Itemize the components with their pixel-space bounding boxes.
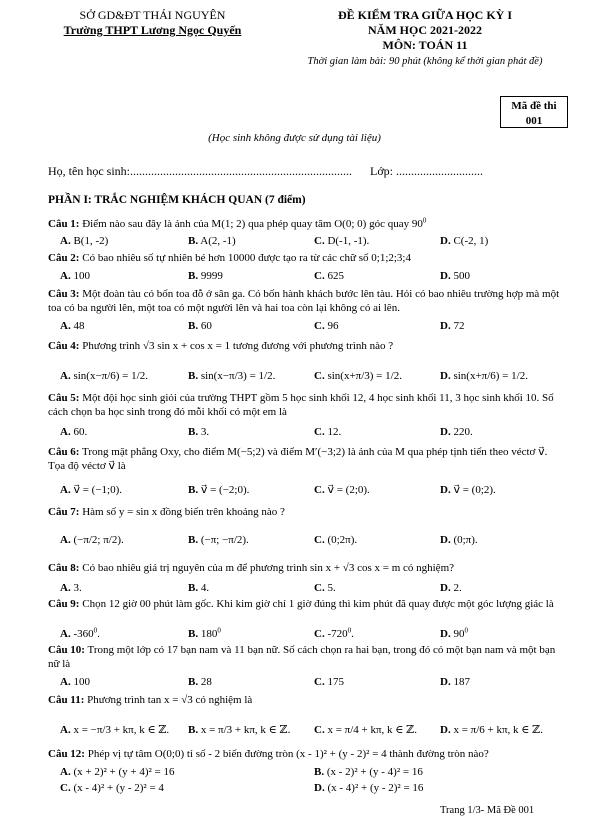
option-a[interactable]: A. (x + 2)² + (y + 4)² = 16 xyxy=(60,766,175,778)
option-b[interactable]: B. (x - 2)² + (y - 4)² = 16 xyxy=(314,766,423,778)
options-7 xyxy=(48,534,568,548)
department-name: SỞ GD&ĐT THÁI NGUYÊN xyxy=(79,8,226,22)
question-3: Câu 3: Một đoàn tàu có bốn toa đỗ ở sân ga. Có bốn hành khách bước lên tàu. Hỏi có bao nhiêu trường hợp mà một toa có ba người lên, một toa có một người lên và hai toa còn lại không có ai lên. xyxy=(48,288,560,314)
options-6 xyxy=(48,484,568,498)
header-right xyxy=(280,8,570,68)
option-c[interactable]: C. 175 xyxy=(314,676,344,688)
school-year: NĂM HỌC 2021-2022 xyxy=(368,23,482,37)
question-5: Câu 5: Một đội học sinh giỏi của trường THPT gồm 5 học sinh khối 12, 4 học sinh khối 11, 3 học sinh khối 10. Số cách chọn ba học sinh trong đó mỗi khối có một em là xyxy=(48,392,554,418)
exam-code-box xyxy=(500,96,568,128)
exam-code-label: Mã đề thi xyxy=(511,100,557,112)
option-d[interactable]: D. (0;π). xyxy=(440,534,478,546)
section-title: PHẦN I: TRẮC NGHIỆM KHÁCH QUAN (7 điểm) xyxy=(48,194,306,206)
question-4: Câu 4: Phương trình √3 sin x + cos x = 1 tương đương với phương trình nào ? xyxy=(48,340,394,352)
option-c[interactable]: C. 5. xyxy=(314,582,336,594)
question-text: Điểm nào sau đây là ảnh của M(1; 2) qua phép quay tâm O(0; 0) góc quay 90 xyxy=(82,218,423,230)
option-c[interactable]: C. sin(x+π/3) = 1/2. xyxy=(314,370,402,382)
option-c[interactable]: C. (x - 4)² + (y - 2)² = 4 xyxy=(60,782,164,794)
options-12-row2 xyxy=(48,782,568,796)
option-c[interactable]: C. 625 xyxy=(314,270,344,282)
exam-title: ĐỀ KIỂM TRA GIỮA HỌC KỲ I xyxy=(337,8,513,22)
question-text: Một đội học sinh giỏi của trường THPT gồm 5 học sinh khối 12, 4 học sinh khối 11, 3 học sinh khối 10. Số cách chọn ba học sinh trong đó mỗi khối có một em là xyxy=(48,392,554,418)
options-10 xyxy=(48,676,568,690)
question-9: Câu 9: Chọn 12 giờ 00 phút làm gốc. Khi kim giờ chỉ 1 giờ đúng thì kim phút đã quay được một góc lượng giác là xyxy=(48,598,554,610)
option-d[interactable]: D. C(-2, 1) xyxy=(440,235,489,247)
option-a[interactable]: A. B(1, -2) xyxy=(60,235,109,247)
question-text: Trong mặt phẳng Oxy, cho điểm M(−5;2) và điểm M′(−3;2) là ảnh của M qua phép tịnh tiến theo véctơ v⃗. Tọa độ véctơ v⃗ là xyxy=(48,446,548,472)
option-b[interactable]: B. 9999 xyxy=(188,270,223,282)
no-materials-note: (Học sinh không được sử dụng tài liệu) xyxy=(208,132,381,144)
subject: MÔN: TOÁN 11 xyxy=(382,38,468,52)
question-6: Câu 6: Trong mặt phẳng Oxy, cho điểm M(−5;2) và điểm M′(−3;2) là ảnh của M qua phép tịnh tiến theo véctơ v⃗. Tọa độ véctơ v⃗ là xyxy=(48,446,548,472)
option-c[interactable]: C. $-720^0$. xyxy=(314,626,354,640)
question-10: Câu 10: Trong một lớp có 17 bạn nam và 11 bạn nữ. Số cách chọn ra hai bạn, trong đó có một bạn nam và một bạn nữ là xyxy=(48,644,556,670)
option-d[interactable]: D. 500 xyxy=(440,270,470,282)
option-d[interactable]: D. (x - 4)² + (y - 2)² = 16 xyxy=(314,782,424,794)
options-5 xyxy=(48,426,568,440)
question-11: Câu 11: Phương trình tan x = √3 có nghiệm là xyxy=(48,694,253,706)
option-b[interactable]: B. (−π; −π/2). xyxy=(188,534,249,546)
options-9 xyxy=(48,628,568,642)
option-d[interactable]: D. x = π/6 + kπ, k ∈ ℤ. xyxy=(440,724,543,736)
question-text: Chọn 12 giờ 00 phút làm gốc. Khi kim giờ chỉ 1 giờ đúng thì kim phút đã quay được một góc lượng giác là xyxy=(82,598,554,610)
question-12: Câu 12: Phép vị tự tâm O(0;0) tỉ số - 2 biến đường tròn (x - 1)² + (y - 2)² = 4 thành đường tròn nào? xyxy=(48,748,489,760)
option-d[interactable]: D. 187 xyxy=(440,676,470,688)
option-a[interactable]: A. sin(x−π/6) = 1/2. xyxy=(60,370,148,382)
question-text: Trong một lớp có 17 bạn nam và 11 bạn nữ. Số cách chọn ra hai bạn, trong đó có một bạn nam và một bạn nữ là xyxy=(48,644,556,670)
option-b[interactable]: B. 3. xyxy=(188,426,210,438)
option-a[interactable]: A. 60. xyxy=(60,426,88,438)
options-8 xyxy=(48,582,568,596)
option-c[interactable]: C. v⃗ = (2;0). xyxy=(314,484,370,496)
option-d[interactable]: D. 2. xyxy=(440,582,462,594)
option-d[interactable]: D. $90^0$ xyxy=(440,626,468,640)
option-d[interactable]: D. sin(x+π/6) = 1/2. xyxy=(440,370,528,382)
option-c[interactable]: C. x = π/4 + kπ, k ∈ ℤ. xyxy=(314,724,417,736)
options-1 xyxy=(48,235,568,249)
options-12-row1 xyxy=(48,766,568,780)
option-b[interactable]: B. x = π/3 + kπ, k ∈ ℤ. xyxy=(188,724,291,736)
options-4 xyxy=(48,370,568,384)
question-8: Câu 8: Có bao nhiêu giá trị nguyên của m để phương trình sin x + √3 cos x = m có nghiệm? xyxy=(48,562,455,574)
options-11 xyxy=(48,724,568,738)
school-name: Trường THPT Lương Ngọc Quyến xyxy=(63,23,242,37)
option-a[interactable]: A. $-360^0$. xyxy=(60,626,100,640)
option-b[interactable]: B. 60 xyxy=(188,320,212,332)
header-left xyxy=(40,8,265,38)
option-a[interactable]: A. v⃗ = (−1;0). xyxy=(60,484,123,496)
option-a[interactable]: A. 48 xyxy=(60,320,85,332)
option-b[interactable]: B. A(2, -1) xyxy=(188,235,236,247)
question-text: Phép vị tự tâm O(0;0) tỉ số - 2 biến đường tròn (x - 1)² + (y - 2)² = 4 thành đường tròn nào? xyxy=(87,748,489,760)
option-b[interactable]: B. v⃗ = (−2;0). xyxy=(188,484,250,496)
option-c[interactable]: C. 96 xyxy=(314,320,339,332)
option-d[interactable]: D. v⃗ = (0;2). xyxy=(440,484,496,496)
option-b[interactable]: B. 4. xyxy=(188,582,210,594)
question-text: Phương trình tan x = √3 có nghiệm là xyxy=(87,694,253,706)
option-b[interactable]: B. sin(x−π/3) = 1/2. xyxy=(188,370,276,382)
question-2: Câu 2: Có bao nhiêu số tự nhiên bé hơn 10000 được tạo ra từ các chữ số 0;1;2;3;4 xyxy=(48,252,411,264)
options-3 xyxy=(48,320,568,334)
question-text: Một đoàn tàu có bốn toa đỗ ở sân ga. Có bốn hành khách bước lên tàu. Hỏi có bao nhiêu trường hợp mà một toa có ba người lên, một toa có một người lên và hai toa còn lại không có ai lên. xyxy=(48,288,560,314)
duration: Thời gian làm bài: 90 phút (không kể thời gian phát đề) xyxy=(307,56,543,67)
exam-code-value: 001 xyxy=(525,115,543,127)
option-d[interactable]: D. 72 xyxy=(440,320,465,332)
option-b[interactable]: B. $180^0$ xyxy=(188,626,221,640)
options-2 xyxy=(48,270,568,284)
class-line: Lớp: ............................. xyxy=(370,164,484,178)
option-d[interactable]: D. 220. xyxy=(440,426,473,438)
option-c[interactable]: C. 12. xyxy=(314,426,342,438)
question-text: Hàm số y = sin x đồng biến trên khoảng nào ? xyxy=(82,506,285,518)
option-b[interactable]: B. 28 xyxy=(188,676,212,688)
student-name-line: Họ, tên học sinh:.......................................................................... xyxy=(48,164,352,178)
option-a[interactable]: A. 100 xyxy=(60,270,90,282)
degree-mark: 0 xyxy=(422,216,427,225)
option-a[interactable]: A. x = −π/3 + kπ, k ∈ ℤ. xyxy=(60,724,170,736)
question-1 xyxy=(48,218,560,232)
page-footer: Trang 1/3- Mã Đề 001 xyxy=(440,805,535,816)
question-text: Có bao nhiêu giá trị nguyên của m để phương trình sin x + √3 cos x = m có nghiệm? xyxy=(82,562,455,574)
question-text: Có bao nhiêu số tự nhiên bé hơn 10000 được tạo ra từ các chữ số 0;1;2;3;4 xyxy=(82,252,411,264)
question-number: Câu 1: xyxy=(48,218,80,230)
option-c[interactable]: C. D(-1, -1). xyxy=(314,235,370,247)
option-a[interactable]: A. 100 xyxy=(60,676,90,688)
option-a[interactable]: A. (−π/2; π/2). xyxy=(60,534,124,546)
question-7: Câu 7: Hàm số y = sin x đồng biến trên khoảng nào ? xyxy=(48,506,285,518)
option-c[interactable]: C. (0;2π). xyxy=(314,534,358,546)
option-a[interactable]: A. 3. xyxy=(60,582,82,594)
question-text: Phương trình √3 sin x + cos x = 1 tương đương với phương trình nào ? xyxy=(82,340,394,352)
